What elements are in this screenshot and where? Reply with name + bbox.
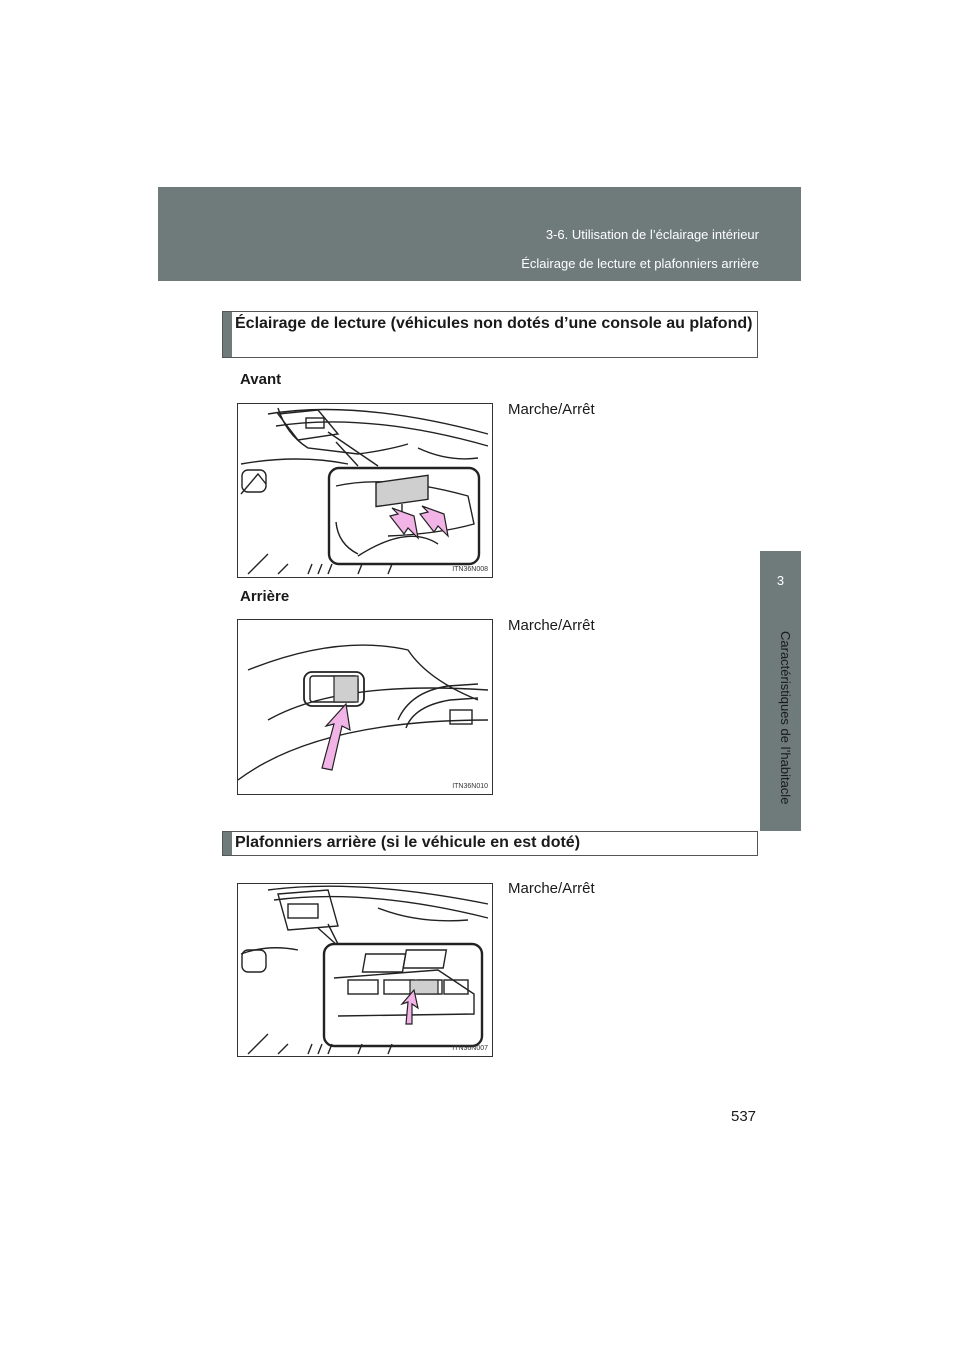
section-heading-bar	[223, 832, 232, 855]
front-subheading: Avant	[240, 371, 282, 388]
rear-dome-light-figure	[237, 883, 493, 1057]
front-reading-light-illustration	[238, 404, 492, 577]
chapter-title: 3-6. Utilisation de l’éclairage intérieur	[545, 227, 759, 242]
section-heading-bar	[223, 312, 232, 357]
rear-subheading: Arrière	[240, 588, 290, 605]
rear-figure-code: ITN36N010	[452, 783, 488, 790]
section-heading-reading-light	[222, 311, 758, 358]
section-heading-title: Éclairage de lecture (véhicules non dotés d’une console au plafond)	[235, 315, 753, 332]
rear-dome-light-illustration	[238, 884, 492, 1056]
dome-caption: Marche/Arrêt	[508, 880, 595, 897]
front-reading-light-figure	[237, 403, 493, 578]
section-heading-title: Plafonniers arrière (si le véhicule en est doté)	[235, 834, 581, 851]
dome-figure-code: ITN36N007	[452, 1045, 488, 1052]
rear-reading-light-illustration	[238, 620, 492, 794]
rear-caption: Marche/Arrêt	[508, 617, 595, 634]
chapter-side-label: Caractéristiques de l’habitacle	[778, 631, 793, 805]
page-number: 537	[731, 1108, 757, 1125]
front-figure-code: ITN36N008	[452, 566, 488, 573]
section-subtitle: Éclairage de lecture et plafonniers arrière	[521, 256, 759, 271]
front-caption: Marche/Arrêt	[508, 401, 595, 418]
chapter-number: 3	[776, 573, 785, 588]
header-band	[158, 187, 801, 281]
section-heading-rear-dome-lights	[222, 831, 758, 856]
rear-reading-light-figure	[237, 619, 493, 795]
